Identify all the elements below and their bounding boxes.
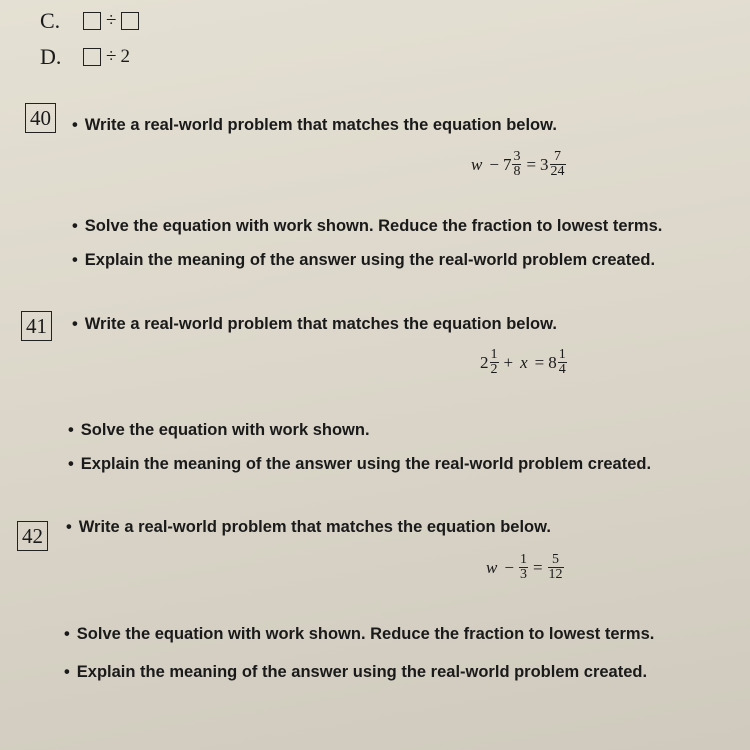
- blank-box: [83, 12, 101, 30]
- numerator: 1: [490, 347, 498, 362]
- problem-40-bullet-3: [72, 251, 655, 270]
- fraction: [550, 150, 566, 179]
- bullet-dot: •: [72, 217, 78, 235]
- divisor: 2: [120, 46, 130, 67]
- problem-40-bullet-1: [72, 116, 557, 135]
- whole-number: 3: [540, 154, 549, 174]
- equals-sign: =: [534, 352, 545, 372]
- denominator: 2: [490, 362, 498, 377]
- minus-sign: −: [489, 154, 499, 174]
- equation-41: [480, 348, 568, 377]
- bullet-dot: •: [72, 251, 78, 269]
- choice-c: [40, 8, 142, 34]
- divide-sign: ÷: [106, 46, 117, 67]
- variable: w: [486, 557, 498, 577]
- bullet-dot: •: [64, 625, 70, 643]
- bullet-dot: •: [68, 421, 74, 439]
- denominator: 4: [558, 362, 566, 377]
- problem-42-bullet-1: [66, 518, 551, 537]
- minus-sign: −: [504, 557, 514, 577]
- bullet-text: Write a real-world problem that matches the equation below.: [78, 518, 551, 536]
- bullet-dot: •: [72, 315, 78, 333]
- choice-letter: D.: [40, 44, 62, 69]
- fraction: [512, 150, 521, 179]
- bullet-text: Write a real-world problem that matches the equation below.: [84, 116, 557, 134]
- problem-number-41: 41: [21, 311, 52, 341]
- numerator: 5: [552, 552, 560, 567]
- variable: w: [471, 154, 483, 174]
- bullet-text: Explain the meaning of the answer using the real-world problem created.: [76, 663, 648, 681]
- bullet-dot: •: [64, 663, 70, 681]
- fraction: [490, 348, 499, 377]
- bullet-text: Solve the equation with work shown. Reduce the fraction to lowest terms.: [76, 625, 655, 643]
- denominator: 24: [550, 164, 565, 179]
- variable: x: [520, 352, 528, 372]
- problem-40-bullet-2: [72, 217, 662, 236]
- whole-number: 7: [502, 154, 512, 174]
- whole-number: 8: [548, 352, 557, 372]
- bullet-text: Explain the meaning of the answer using the real-world problem created.: [80, 455, 652, 473]
- denominator: 8: [513, 164, 521, 179]
- numerator: 3: [513, 149, 521, 164]
- problem-42-bullet-2: [64, 625, 654, 644]
- problem-41-bullet-3: [68, 455, 651, 474]
- bullet-dot: •: [68, 455, 74, 473]
- denominator: 3: [519, 567, 527, 582]
- bullet-dot: •: [66, 518, 72, 536]
- problem-41-bullet-2: [68, 421, 370, 440]
- blank-box: [83, 48, 101, 66]
- bullet-text: Explain the meaning of the answer using the real-world problem created.: [84, 251, 656, 269]
- divide-sign: ÷: [106, 10, 117, 31]
- fraction: [548, 553, 564, 582]
- fraction: [558, 348, 567, 377]
- equation-40: [468, 150, 567, 179]
- bullet-text: Solve the equation with work shown. Reduce the fraction to lowest terms.: [84, 217, 663, 235]
- fraction: [519, 553, 528, 582]
- plus-sign: +: [503, 352, 514, 372]
- problem-41-bullet-1: [72, 315, 557, 334]
- problem-number-40: 40: [25, 103, 56, 133]
- equals-sign: =: [532, 557, 543, 577]
- denominator: 12: [548, 567, 563, 582]
- bullet-text: Write a real-world problem that matches the equation below.: [84, 315, 557, 333]
- blank-box: [121, 12, 139, 30]
- numerator: 1: [519, 552, 527, 567]
- numerator: 7: [554, 149, 562, 164]
- bullet-text: Solve the equation with work shown.: [80, 421, 370, 439]
- problem-number-42: 42: [17, 521, 48, 551]
- equation-42: [483, 553, 565, 582]
- bullet-dot: •: [72, 116, 78, 134]
- whole-number: 2: [480, 352, 489, 372]
- problem-42-bullet-3: [64, 663, 647, 682]
- numerator: 1: [558, 347, 566, 362]
- choice-letter: C.: [40, 8, 61, 33]
- choice-d: [40, 44, 132, 70]
- equals-sign: =: [526, 154, 537, 174]
